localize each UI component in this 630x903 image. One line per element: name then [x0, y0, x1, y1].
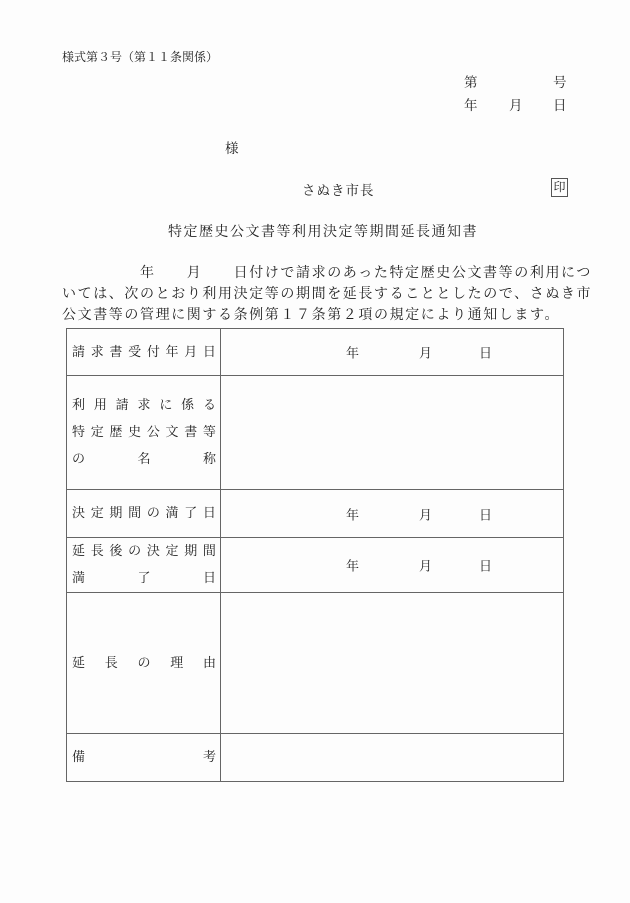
date-unit-label: 年	[346, 508, 360, 523]
remarks-value[interactable]	[221, 734, 564, 782]
label-line: 特 定 歴 史 公 文 書 等	[72, 425, 216, 440]
label-line: 決 定 期 間 の 満 了 日	[72, 506, 216, 521]
table-row-remarks	[67, 734, 564, 782]
extension-reason-value[interactable]	[221, 593, 564, 734]
date-unit-label: 年	[346, 559, 360, 575]
table-row-decision-deadline	[67, 490, 564, 538]
date-unit-label: 月	[419, 508, 433, 523]
label-line: の 名 称	[72, 452, 216, 467]
doc-number-suffix: 号	[553, 75, 567, 91]
remarks-label	[67, 734, 221, 782]
label-line: 満 了 日	[72, 571, 216, 586]
label-line: 延 長 後 の 決 定 期 間	[72, 544, 216, 559]
date-unit-label: 年	[346, 346, 360, 362]
body-line: 公文書等の管理に関する条例第１７条第２項の規定により通知します。	[62, 307, 561, 323]
decision-deadline-label	[67, 490, 221, 538]
requested-document-name-value[interactable]	[221, 376, 564, 490]
extension-table	[66, 328, 564, 782]
addressee-suffix: 様	[225, 141, 239, 157]
seal-mark: 印	[551, 178, 568, 197]
table-row-extension-reason	[67, 593, 564, 734]
label-line: 利 用 請 求 に 係 る	[72, 398, 216, 413]
date-unit-label: 日	[479, 508, 493, 523]
date-month: 月	[509, 98, 523, 114]
body-line: いては、次のとおり利用決定等の期間を延長することとしたので、さぬき市	[62, 286, 593, 302]
date-unit-label: 月	[419, 346, 433, 362]
date-unit-label: 日	[479, 346, 493, 362]
extended-deadline-value[interactable]	[221, 538, 564, 593]
document-title: 特定歴史公文書等利用決定等期間延長通知書	[168, 224, 478, 240]
body-paragraph	[62, 263, 593, 326]
label-line: 請 求 書 受 付 年 月 日	[72, 344, 216, 360]
form-number: 様式第３号（第１１条関係）	[62, 50, 219, 64]
date-unit-label: 日	[479, 559, 493, 575]
label-line: 備 考	[72, 750, 216, 765]
table-row-extended-deadline	[67, 538, 564, 593]
date-year: 年	[464, 98, 478, 114]
label-line: 延 長 の 理 由	[72, 655, 216, 671]
date-unit-label: 月	[419, 559, 433, 575]
table-row-requested-document-name	[67, 376, 564, 490]
extended-deadline-label	[67, 538, 221, 593]
doc-number-prefix: 第	[464, 75, 478, 91]
decision-deadline-value[interactable]	[221, 490, 564, 538]
request-received-date-value[interactable]	[221, 329, 564, 376]
extension-reason-label	[67, 593, 221, 734]
body-line: 年 月 日付けで請求のあった特定歴史公文書等の利用につ	[62, 265, 592, 281]
sender-name: さぬき市長	[302, 183, 375, 199]
date-day: 日	[553, 98, 567, 114]
request-received-date-label	[67, 329, 221, 376]
table-row-request-received-date	[67, 329, 564, 376]
requested-document-name-label	[67, 376, 221, 490]
